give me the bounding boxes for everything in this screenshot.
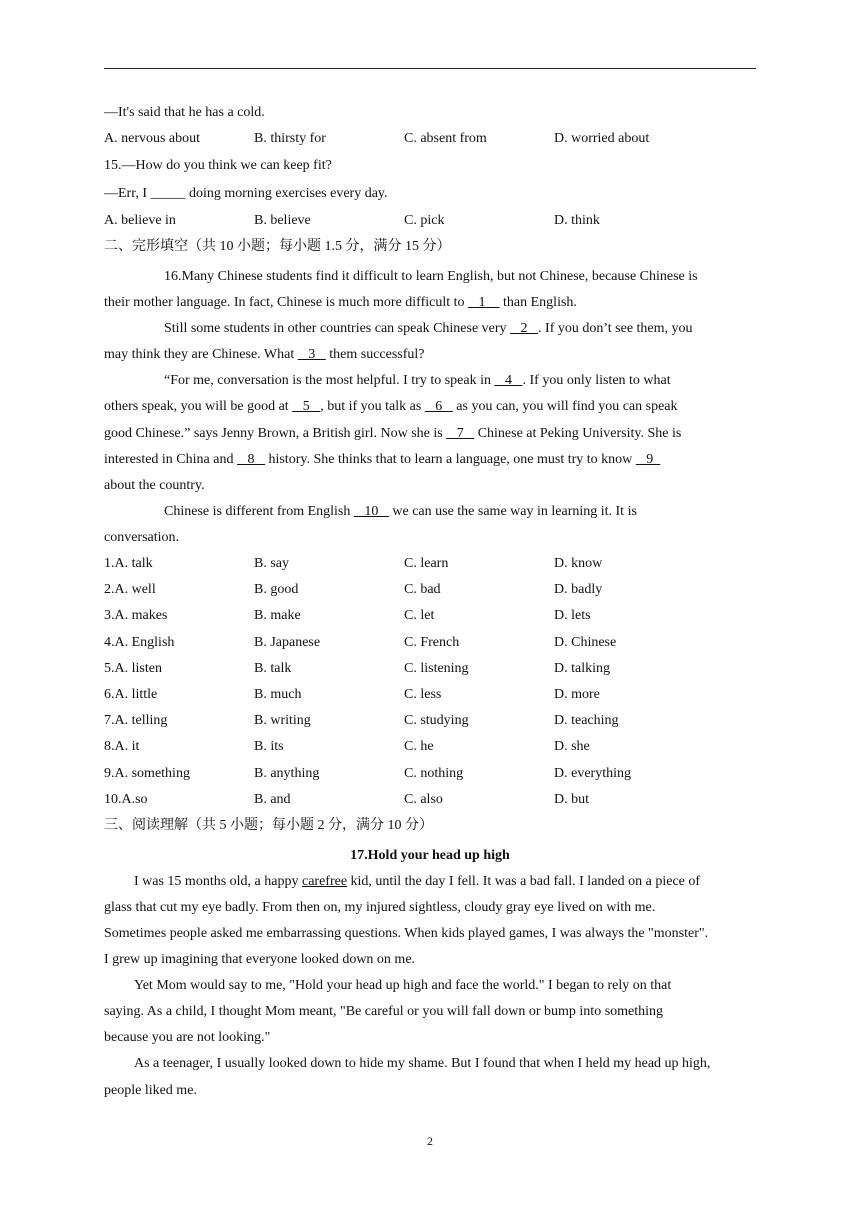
cloze-option: C. let (404, 608, 435, 623)
blank-1: 1 (468, 295, 500, 310)
cloze-option: 6.A. little (104, 687, 158, 702)
passage-title: 17.Hold your head up high (350, 848, 510, 863)
option-d: D. worried about (554, 131, 650, 146)
cloze-option: D. know (554, 556, 603, 571)
blank-7: 7 (446, 426, 475, 441)
blank-3: 3 (297, 347, 326, 362)
blank-6: 6 (424, 399, 453, 414)
passage-line: people liked me. (104, 1083, 197, 1098)
cloze-option: C. studying (404, 713, 469, 728)
cloze-option: C. less (404, 687, 442, 702)
cloze-option: D. talking (554, 661, 610, 676)
blank-5: 5 (292, 399, 321, 414)
option-d: D. think (554, 213, 600, 228)
section2-heading: 二、完形填空（共 10 小题；每小题 1.5 分，满分 15 分） (104, 239, 451, 254)
passage-line: I was 15 months old, a happy carefree kid, until the day I fell. It was a bad fall. I landed on a piece of (134, 874, 701, 889)
cloze-line: about the country. (104, 478, 205, 493)
cloze-option: D. but (554, 792, 589, 807)
cloze-line: interested in China and 8 history. She thinks that to learn a language, one must try to know 9 (104, 452, 661, 467)
cloze-option: C. also (404, 792, 443, 807)
cloze-option: B. say (254, 556, 289, 571)
header-rule (104, 68, 756, 69)
cloze-option: 1.A. talk (104, 556, 153, 571)
cloze-option: 4.A. English (104, 635, 175, 650)
cloze-option: 7.A. telling (104, 713, 168, 728)
cloze-option: D. everything (554, 766, 631, 781)
cloze-line: may think they are Chinese. What 3 them successful? (104, 347, 425, 362)
cloze-option: D. badly (554, 582, 603, 597)
blank-4: 4 (494, 373, 523, 388)
cloze-option: C. bad (404, 582, 441, 597)
cloze-option: B. much (254, 687, 302, 702)
blank-2: 2 (510, 321, 539, 336)
passage-line: saying. As a child, I thought Mom meant, "Be careful or you will fall down or bump into something (104, 1004, 664, 1019)
cloze-option: B. anything (254, 766, 320, 781)
cloze-option: D. she (554, 739, 590, 754)
cloze-line: their mother language. In fact, Chinese is much more difficult to 1 than English. (104, 295, 577, 310)
blank-8: 8 (236, 452, 265, 467)
option-b: B. thirsty for (254, 131, 326, 146)
cloze-option: D. lets (554, 608, 591, 623)
cloze-option: B. make (254, 608, 301, 623)
cloze-option: 10.A.so (104, 792, 148, 807)
cloze-line: “For me, conversation is the most helpful. I try to speak in 4 . If you only listen to what (164, 373, 671, 388)
cloze-option: B. talk (254, 661, 292, 676)
cloze-option: B. good (254, 582, 299, 597)
cloze-line: good Chinese.” says Jenny Brown, a British girl. Now she is 7 Chinese at Peking University. She is (104, 426, 682, 441)
cloze-option: 9.A. something (104, 766, 190, 781)
cloze-option: B. Japanese (254, 635, 321, 650)
passage-line: Yet Mom would say to me, "Hold your head up high and face the world." I began to rely on that (134, 978, 672, 993)
passage-line: because you are not looking." (104, 1030, 271, 1045)
blank-10: 10 (353, 504, 389, 519)
cloze-option: B. writing (254, 713, 311, 728)
cloze-option: D. Chinese (554, 635, 617, 650)
q15-answer: —Err, I _____ doing morning exercises every day. (104, 186, 388, 201)
cloze-option: 8.A. it (104, 739, 140, 754)
cloze-line: 16.Many Chinese students find it difficult to learn English, but not Chinese, because Chinese is (164, 269, 698, 284)
option-b: B. believe (254, 213, 311, 228)
section3-heading: 三、阅读理解（共 5 小题；每小题 2 分，满分 10 分） (104, 818, 433, 833)
cloze-option: D. more (554, 687, 600, 702)
cloze-option: C. listening (404, 661, 469, 676)
passage-line: Sometimes people asked me embarrassing questions. When kids played games, I was always the "monster". (104, 926, 709, 941)
cloze-line: Chinese is different from English 10 we can use the same way in learning it. It is (164, 504, 637, 519)
option-a: A. nervous about (104, 131, 201, 146)
passage-line: As a teenager, I usually looked down to hide my shame. But I found that when I held my head up high, (134, 1056, 711, 1071)
cloze-option: B. and (254, 792, 291, 807)
blank-9: 9 (635, 452, 661, 467)
cloze-option: C. nothing (404, 766, 464, 781)
cloze-option: 2.A. well (104, 582, 156, 597)
passage-line: I grew up imagining that everyone looked down on me. (104, 952, 416, 967)
passage-line: glass that cut my eye badly. From then on, my injured sightless, cloudy gray eye lived on with me. (104, 900, 656, 915)
cloze-line: conversation. (104, 530, 180, 545)
cloze-option: 5.A. listen (104, 661, 162, 676)
cloze-line: Still some students in other countries can speak Chinese very 2 . If you don’t see them, you (164, 321, 693, 336)
cloze-option: C. French (404, 635, 460, 650)
option-c: C. pick (404, 213, 445, 228)
cloze-option: D. teaching (554, 713, 619, 728)
cloze-line: others speak, you will be good at 5 , but if you talk as 6 as you can, you will find you can speak (104, 399, 678, 414)
cloze-option: C. learn (404, 556, 449, 571)
option-a: A. believe in (104, 213, 176, 228)
page-number: 2 (427, 1134, 433, 1148)
cloze-option: 3.A. makes (104, 608, 168, 623)
cloze-option: C. he (404, 739, 434, 754)
q14-line: —It's said that he has a cold. (104, 105, 265, 120)
option-c: C. absent from (404, 131, 487, 146)
cloze-option: B. its (254, 739, 284, 754)
q15-question: 15.—How do you think we can keep fit? (104, 158, 332, 173)
